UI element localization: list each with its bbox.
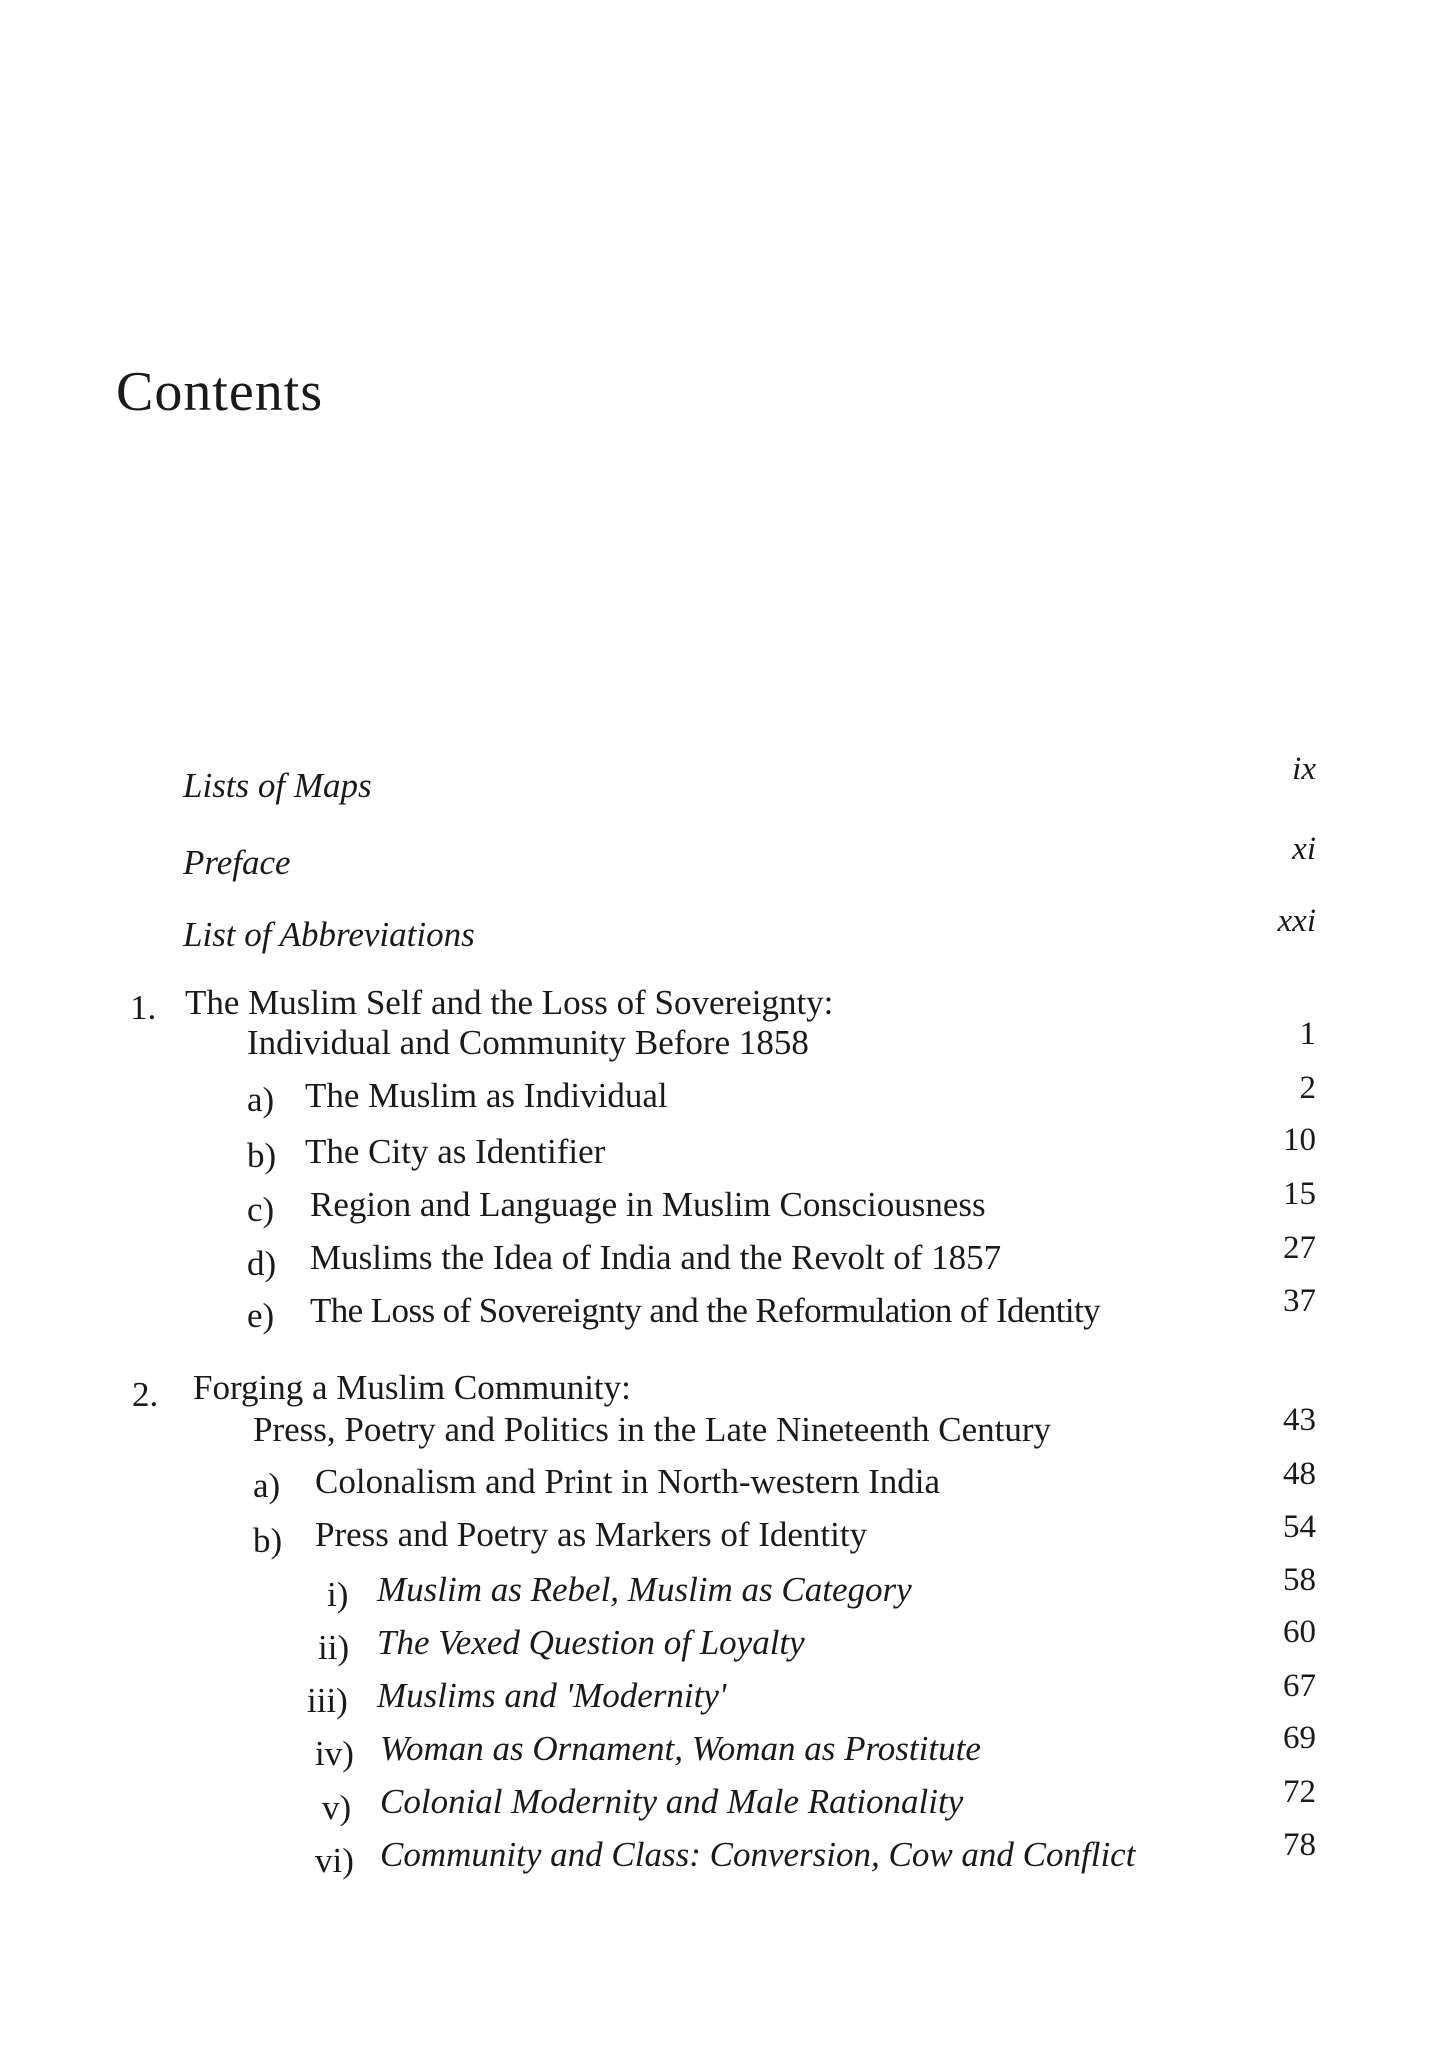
chapter-page: 1 (1299, 1016, 1316, 1052)
section-title: The Muslim as Individual (305, 1076, 668, 1115)
section-title: Colonalism and Print in North-western India (315, 1462, 941, 1501)
section-page: 37 (1283, 1283, 1316, 1319)
subsection-title: Muslims and 'Modernity' (377, 1676, 727, 1715)
subsection-page: 78 (1283, 1827, 1316, 1863)
section-letter: a) (247, 1080, 275, 1119)
subsection-page: 69 (1283, 1720, 1316, 1756)
chapter-title-line1: The Muslim Self and the Loss of Sovereignty: (185, 983, 834, 1022)
subsection-roman: i) (327, 1575, 349, 1614)
subsection-title: Woman as Ornament, Woman as Prostitute (380, 1729, 981, 1768)
chapter-page: 43 (1283, 1402, 1316, 1438)
subsection-roman: vi) (315, 1841, 354, 1880)
subsection-roman: iv) (315, 1734, 354, 1773)
subsection-roman: iii) (307, 1681, 348, 1720)
subsection-page: 58 (1283, 1562, 1316, 1598)
section-page: 27 (1283, 1230, 1316, 1266)
subsection-title: The Vexed Question of Loyalty (377, 1623, 805, 1662)
subsection-page: 67 (1283, 1668, 1316, 1704)
section-page: 10 (1283, 1122, 1316, 1158)
page-title: Contents (116, 361, 324, 423)
section-page: 54 (1283, 1509, 1316, 1545)
chapter-number: 2. (132, 1375, 159, 1414)
subsection-title: Community and Class: Conversion, Cow and Conflict (380, 1835, 1136, 1874)
chapter-number: 1. (130, 988, 157, 1027)
section-title: Region and Language in Muslim Consciousness (310, 1185, 986, 1224)
subsection-page: 60 (1283, 1614, 1316, 1650)
toc-entry-preface: Preface (183, 843, 291, 882)
section-page: 48 (1283, 1456, 1316, 1492)
subsection-title: Colonial Modernity and Male Rationality (380, 1782, 964, 1821)
chapter-title-line1: Forging a Muslim Community: (193, 1368, 631, 1407)
toc-page-preface: xi (1292, 831, 1316, 867)
subsection-page: 72 (1283, 1774, 1316, 1810)
subsection-roman: v) (322, 1788, 352, 1827)
chapter-title-line2: Press, Poetry and Politics in the Late Nineteenth Century (253, 1410, 1052, 1449)
section-letter: a) (253, 1466, 281, 1505)
section-title: Muslims the Idea of India and the Revolt of 1857 (310, 1238, 1002, 1277)
chapter-title-line2: Individual and Community Before 1858 (247, 1023, 809, 1062)
toc-entry-maps: Lists of Maps (183, 766, 372, 805)
section-letter: b) (247, 1136, 277, 1175)
subsection-title: Muslim as Rebel, Muslim as Category (377, 1570, 912, 1609)
section-letter: d) (247, 1244, 277, 1283)
section-title: The City as Identifier (305, 1132, 606, 1171)
toc-page-abbreviations: xxi (1277, 903, 1316, 939)
section-title: The Loss of Sovereignty and the Reformulation of Identity (310, 1291, 1101, 1330)
toc-page-maps: ix (1292, 751, 1316, 787)
section-page: 2 (1299, 1070, 1316, 1106)
toc-entry-abbreviations: List of Abbreviations (183, 915, 475, 954)
section-letter: b) (253, 1521, 283, 1560)
subsection-roman: ii) (318, 1628, 350, 1667)
section-title: Press and Poetry as Markers of Identity (315, 1515, 868, 1554)
section-letter: c) (247, 1190, 275, 1229)
section-letter: e) (247, 1296, 275, 1335)
section-page: 15 (1283, 1176, 1316, 1212)
